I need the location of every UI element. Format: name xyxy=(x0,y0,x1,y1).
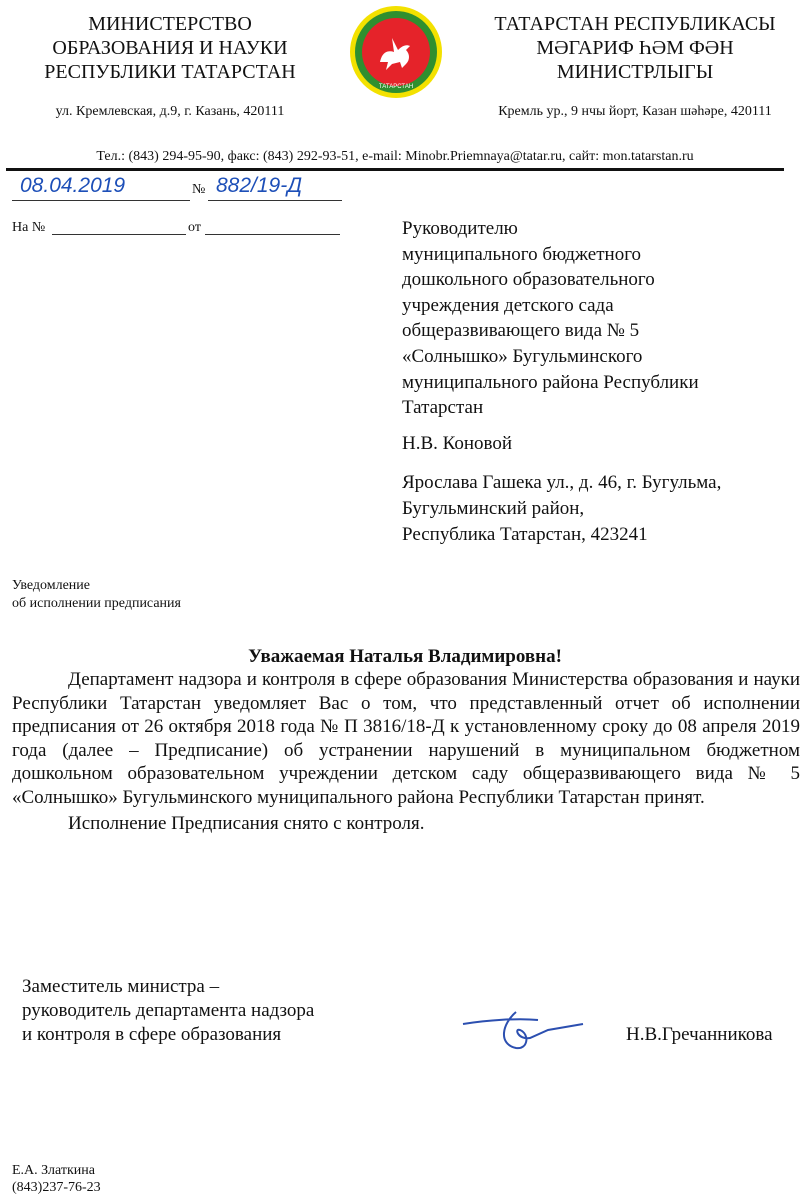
executor-phone: (843)237-76-23 xyxy=(12,1180,101,1195)
recipient-line: Руководителю xyxy=(402,218,518,239)
executor-name: Е.А. Златкина xyxy=(12,1163,95,1178)
header-rule xyxy=(6,168,784,171)
number-field xyxy=(208,174,342,201)
position-line: руководитель департамента надзора xyxy=(22,1000,315,1021)
handwritten-number: 882/19-Д xyxy=(216,174,303,197)
salutation: Уважаемая Наталья Владимировна! xyxy=(248,646,562,667)
recipient-address-line: Республика Татарстан, 423241 xyxy=(402,523,648,545)
subject-line: Уведомление xyxy=(12,578,91,593)
handwritten-signature-icon xyxy=(458,1004,588,1054)
subject-line: об исполнении предписания xyxy=(12,596,181,611)
title-line: РЕСПУБЛИКИ ТАТАРСТАН xyxy=(44,61,296,83)
date-field xyxy=(12,174,190,201)
executor xyxy=(12,1162,101,1196)
recipient-line: Татарстан xyxy=(402,397,484,419)
signer-position xyxy=(22,975,314,1047)
position-line: Заместитель министра – xyxy=(22,976,220,997)
recipient-block xyxy=(402,216,802,547)
recipient-line: муниципального бюджетного xyxy=(402,243,642,265)
address-ru: ул. Кремлевская, д.9, г. Казань, 420111 xyxy=(55,104,285,119)
title-line: МИНИСТРЛЫГЫ xyxy=(556,61,714,83)
ministry-title-tt xyxy=(465,12,805,84)
handwritten-date: 08.04.2019 xyxy=(20,174,126,197)
position-line: и контроля в сфере образования xyxy=(22,1024,282,1045)
contacts: Тел.: (843) 294-95-90, факс: (843) 292-93-51, e-mail: Minobr.Priemnaya@tatar.ru, сайт: mon.tatarstan.ru xyxy=(96,149,694,164)
ministry-title-ru xyxy=(20,12,320,84)
signer-name: Н.В.Гречанникова xyxy=(626,1024,773,1045)
title-line: МӘГАРИФ ҺӘМ ФӘН xyxy=(536,37,734,59)
letter-body xyxy=(12,668,800,835)
title-line: МИНИСТЕРСТВО xyxy=(88,13,252,35)
subject xyxy=(12,577,181,613)
from-label: от xyxy=(188,220,201,235)
recipient-line: дошкольного образовательного xyxy=(402,269,655,291)
recipient-line: муниципального района Республики xyxy=(402,371,699,393)
address-tt: Кремль ур., 9 нчы йорт, Казан шәһәре, 420111 xyxy=(498,104,772,119)
recipient-line: учреждения детского сада xyxy=(402,294,614,316)
ref-date-line xyxy=(205,234,340,235)
recipient-address-line: Ярослава Гашека ул., д. 46, г. Бугульма, xyxy=(402,472,722,494)
emblem-text: ТАТАРСТАН xyxy=(378,84,414,90)
body-paragraph: Исполнение Предписания снято с контроля. xyxy=(68,812,425,834)
number-label: № xyxy=(192,182,206,197)
title-line: ОБРАЗОВАНИЯ И НАУКИ xyxy=(52,37,288,59)
recipient-name: Н.В. Коновой xyxy=(402,432,513,454)
recipient-line: общеразвивающего вида № 5 xyxy=(402,320,640,342)
recipient-address-line: Бугульминский район, xyxy=(402,497,585,519)
tatarstan-emblem-icon xyxy=(350,6,442,98)
ref-number-line xyxy=(52,234,186,235)
recipient-line: «Солнышко» Бугульминского xyxy=(402,345,643,367)
body-paragraph: Департамент надзора и контроля в сфере образования Министерства образования и науки Республики Татарстан уведомляет Вас о том, что представленный отчет об исполнении предписания от 26 октября 2018 года № П 3816/18-Д к установленному сроку до 08 апреля 2019 года (далее – Предписание) об устранении нарушений в муниципальном бюджетном дошкольном образовательном учреждении детском саду общеразвивающего вида № 5 «Солнышко» Бугульминского муниципального района Республики Татарстан принят. xyxy=(12,669,800,808)
ref-label: На № xyxy=(12,220,46,235)
title-line: ТАТАРСТАН РЕСПУБЛИКАСЫ xyxy=(494,13,776,35)
